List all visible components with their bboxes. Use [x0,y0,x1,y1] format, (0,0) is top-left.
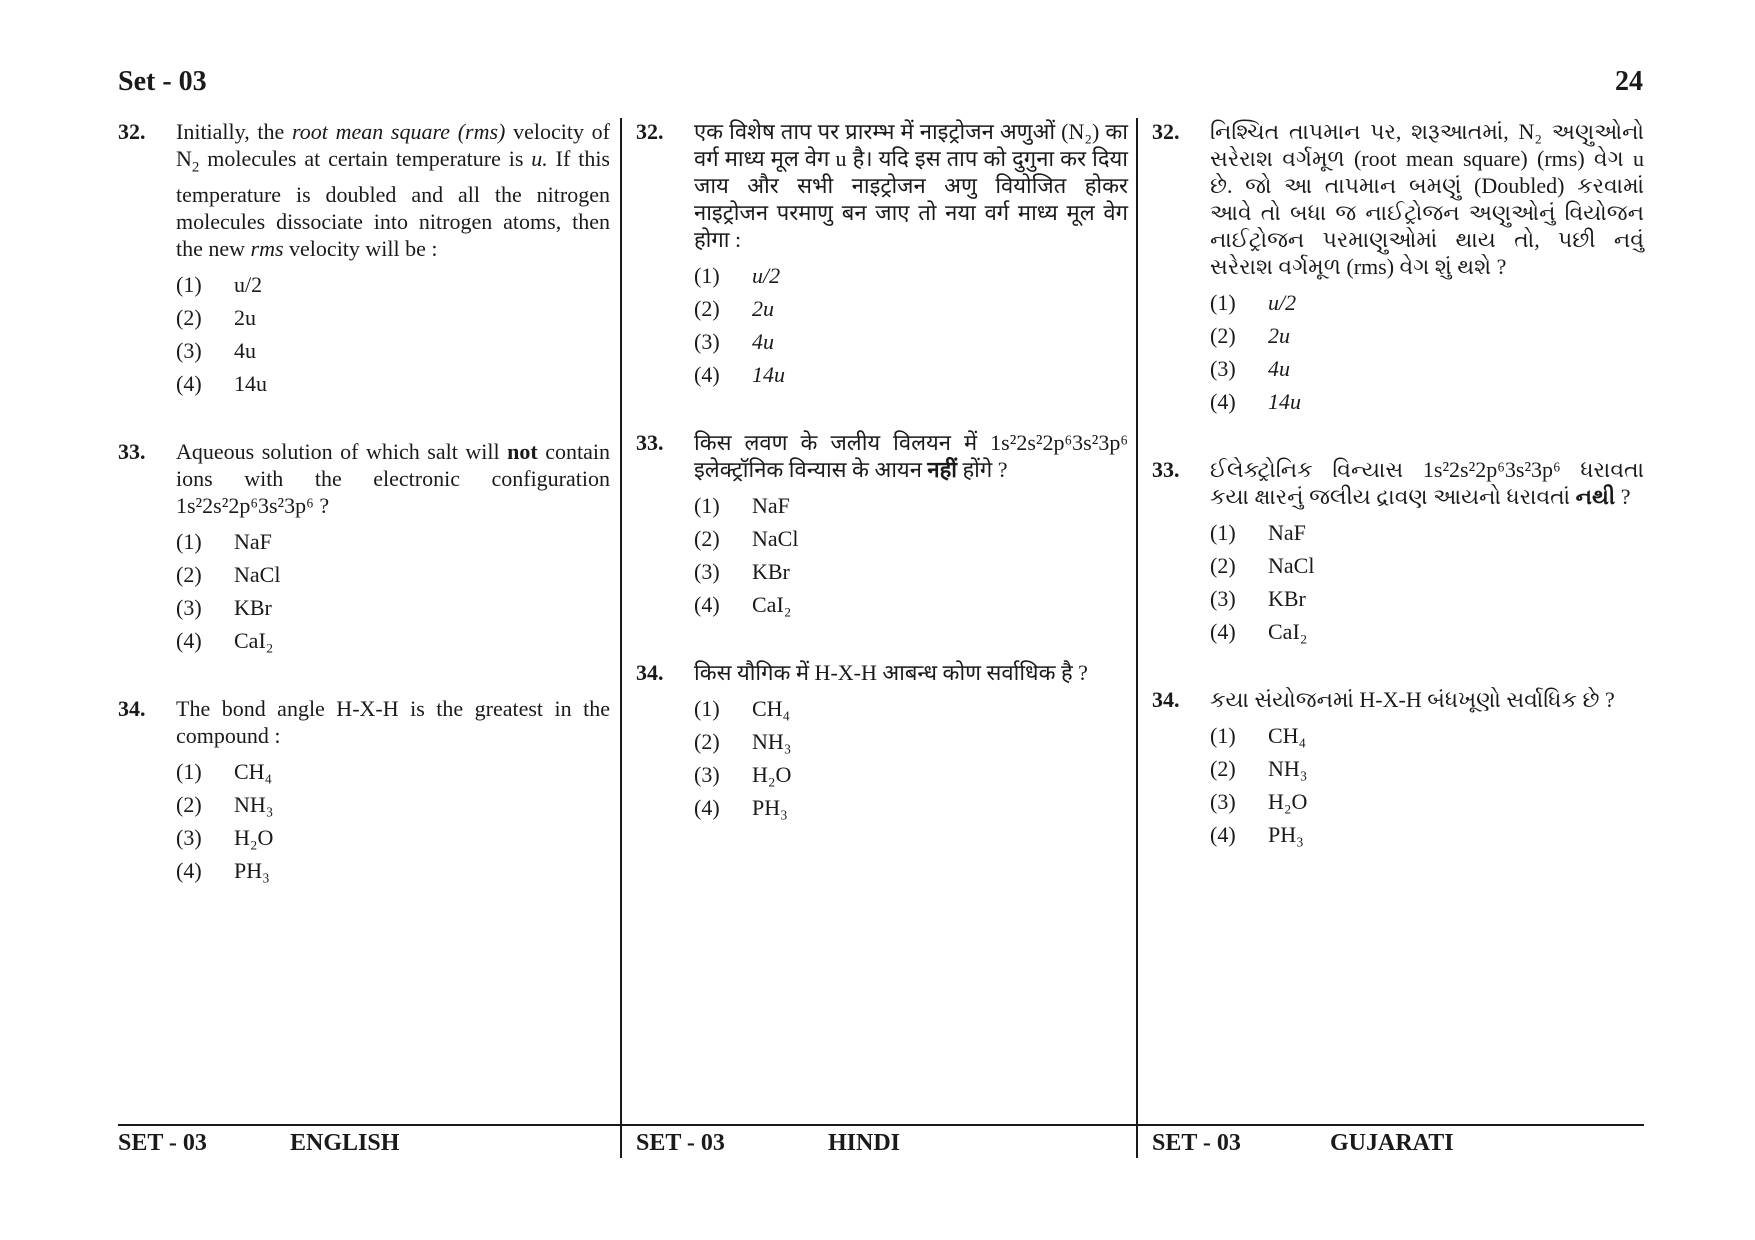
question-33 [636,429,1128,621]
question-33 [118,438,610,657]
question-32 [1152,118,1644,418]
option[interactable]: (4) 14u [1210,389,1301,414]
footer-set-label: SET - 03 [1152,1130,1241,1156]
option[interactable]: (2) NH₃ [176,792,274,818]
option[interactable]: (3) KBr [1210,586,1306,611]
option[interactable]: (2) 2u [694,296,774,321]
option[interactable]: (2) NaCl [176,562,281,588]
option[interactable]: (1) NaF [1210,520,1306,545]
page-number: 24 [1615,66,1643,97]
question-text: The bond angle H-X-H is the greatest in the compound : [176,696,610,749]
question-text: નિશ્ચિત તાપમાન પર, શરૂઆતમાં, N₂ અણુઓનો સરેરાશ વર્ગમૂળ (root mean square) (rms) વેગ u છે. જો આ તાપમાન બમણું (Doubled) કરવામાં આવે તો બધા જ નાઈટ્રોજન અણુઓનું વિયોજન નાઈટ્રોજન પરમાણુઓમાં થાય તો, પછી નવું સરેરાશ વર્ગમૂળ (rms) વેગ શું થશે ? [1210,119,1644,279]
option[interactable]: (1) NaF [176,529,272,555]
question-text: Initially, the root mean square (rms) velocity of $N_2$ molecules at certain temperature is u. If this temperature is doubled and all the nitrogen molecules dissociate into nitrogen atoms, then the new rms velocity will be : [176,119,610,262]
option[interactable]: (3) 4u [176,338,256,364]
option[interactable]: (4) 14u [176,371,267,397]
option[interactable]: (1) u/2 [1210,290,1297,315]
english-column [118,118,610,887]
question-number: 33. [636,430,664,455]
question-34 [1152,686,1644,851]
option-list [694,489,1128,621]
question-number: 34. [1152,687,1180,712]
option[interactable]: (3) 4u [1210,356,1290,381]
option[interactable]: (4) PH₃ [1210,822,1304,847]
option-list [176,755,610,887]
question-text: किस यौगिक में H-X-H आबन्ध कोण सर्वाधिक है ? [694,660,1088,685]
option[interactable]: (1) NaF [694,493,790,518]
option[interactable]: (4) CaI₂ [176,628,274,654]
hindi-column [636,118,1128,824]
option-list [176,268,610,400]
question-number: 33. [118,439,146,465]
option[interactable]: (4) CaI₂ [694,592,792,617]
question-text: કયા સંયોજનમાં H-X-H બંધખૂણો સર્વાધિક છે ? [1210,687,1615,712]
footer-language-label: HINDI [828,1130,901,1156]
option-list [176,525,610,657]
question-number: 33. [1152,457,1180,482]
option[interactable]: (2) 2u [1210,323,1290,348]
question-text: ઈલેક્ટ્રોનિક વિન્યાસ 1s²2s²2p⁶3s²3p⁶ ધરાવતા કયા ક્ષારનું જલીય દ્રાવણ આયનો ધરાવતાં નથી ? [1210,457,1644,509]
option[interactable]: (1) u/2 [694,263,781,288]
question-number: 32. [1152,119,1180,144]
column-divider [620,118,622,1158]
question-number: 32. [118,119,146,144]
option[interactable]: (3) H₂O [176,825,274,851]
question-text: किस लवण के जलीय विलयन में 1s²2s²2p⁶3s²3p⁶ इलेक्ट्रॉनिक विन्यास के आयन नहीं होंगे ? [694,430,1128,482]
question-34 [636,659,1128,824]
option-list [1210,719,1644,851]
set-label: Set - 03 [118,66,207,97]
option[interactable]: (4) PH₃ [694,795,788,820]
option[interactable]: (1) CH₄ [1210,723,1307,748]
option[interactable]: (3) KBr [176,595,272,621]
gujarati-column [1152,118,1644,851]
question-32 [636,118,1128,391]
question-text: Aqueous solution of which salt will not contain ions with the electronic configuration 1s²2s²2p⁶3s²3p⁶ ? [176,439,610,519]
option[interactable]: (3) KBr [694,559,790,584]
option[interactable]: (4) PH₃ [176,858,270,884]
option[interactable]: (2) NaCl [1210,553,1315,578]
question-number: 34. [118,696,146,722]
option[interactable]: (3) 4u [694,329,774,354]
option[interactable]: (2) 2u [176,305,256,331]
footer-set-label: SET - 03 [118,1130,207,1156]
option[interactable]: (2) NH₃ [694,729,792,754]
footer-set-label: SET - 03 [636,1130,725,1156]
option-list [694,692,1128,824]
question-number: 32. [636,119,664,144]
option[interactable]: (2) NH₃ [1210,756,1308,781]
option[interactable]: (1) CH₄ [176,759,273,785]
option-list [1210,286,1644,418]
column-divider [1136,118,1138,1158]
option[interactable]: (1) CH₄ [694,696,791,721]
question-32 [118,118,610,400]
option[interactable]: (1) u/2 [176,272,263,298]
option[interactable]: (3) H₂O [1210,789,1308,814]
question-34 [118,695,610,887]
option[interactable]: (2) NaCl [694,526,799,551]
option-list [694,259,1128,391]
option[interactable]: (4) 14u [694,362,785,387]
footer-language-label: ENGLISH [290,1130,400,1156]
question-number: 34. [636,660,664,685]
footer-language-label: GUJARATI [1330,1130,1454,1156]
question-text: एक विशेष ताप पर प्रारम्भ में नाइट्रोजन अणुओं (N₂) का वर्ग माध्य मूल वेग u है। यदि इस ताप को दुगुना कर दिया जाय और सभी नाइट्रोजन अणु वियोजित होकर नाइट्रोजन परमाणु बन जाए तो नया वर्ग माध्य मूल वेग होगा : [694,119,1128,252]
option[interactable]: (4) CaI₂ [1210,619,1308,644]
option[interactable]: (3) H₂O [694,762,792,787]
option-list [1210,516,1644,648]
question-33 [1152,456,1644,648]
footer-rule [118,1124,1644,1126]
